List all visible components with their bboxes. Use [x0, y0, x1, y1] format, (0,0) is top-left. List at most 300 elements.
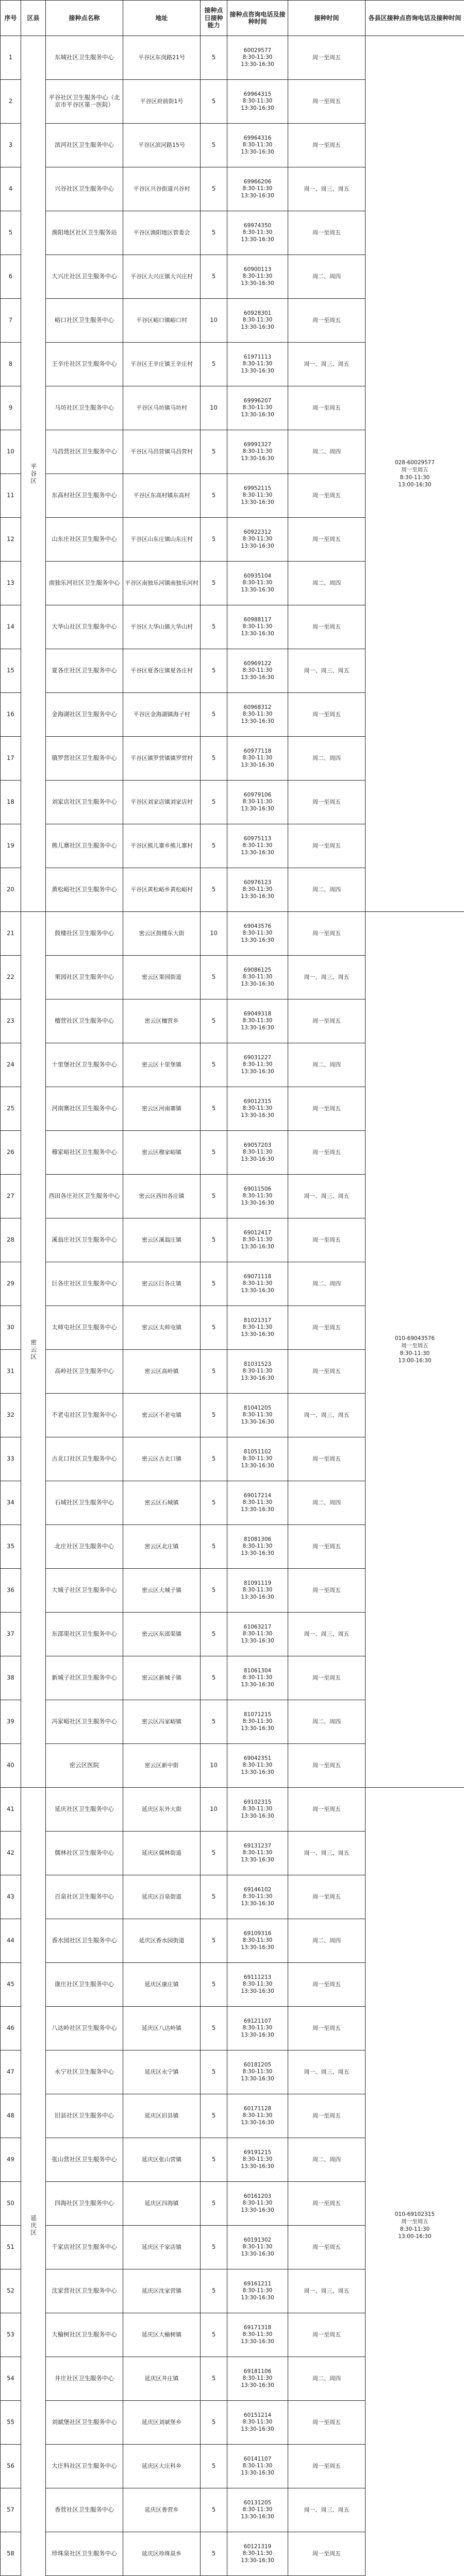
- row-index: 42: [1, 1832, 21, 1875]
- vaccination-time: 周一、周三、周五: [288, 956, 366, 999]
- daily-capacity: 5: [201, 693, 227, 737]
- row-index: 45: [1, 1963, 21, 2007]
- site-name: 金海湖社区卫生服务中心: [46, 693, 123, 737]
- vaccination-time: 周一至周五: [288, 2401, 366, 2445]
- site-phone: 69102315 8:30-11:30 13:30-16:30: [227, 1788, 288, 1832]
- daily-capacity: 5: [201, 1656, 227, 1700]
- vaccination-time: 周一至周五: [288, 1306, 366, 1350]
- site-name: 夏各庄社区卫生服务中心: [46, 649, 123, 693]
- site-phone: 60029577 8:30-11:30 13:30-16:30: [227, 36, 288, 80]
- row-index: 31: [1, 1350, 21, 1394]
- daily-capacity: 5: [201, 2313, 227, 2357]
- header-time: 接种时间: [288, 1, 366, 36]
- site-phone: 69964315 8:30-11:30 13:30-16:30: [227, 80, 288, 124]
- site-address: 延庆区永宁镇: [123, 2050, 201, 2094]
- site-name: 平谷社区卫生服务中心（北京市平谷区第一医院）: [46, 80, 123, 124]
- vaccination-time: 周一至周五: [288, 124, 366, 167]
- site-phone: 69131237 8:30-11:30 13:30-16:30: [227, 1832, 288, 1875]
- site-address: 延庆区百泉街道: [123, 1875, 201, 1919]
- site-address: 延庆区四海镇: [123, 2182, 201, 2226]
- site-address: 密云区檀营乡: [123, 999, 201, 1043]
- site-name: 东邵渠社区卫生服务中心: [46, 1613, 123, 1656]
- site-name: 果园社区卫生服务中心: [46, 956, 123, 999]
- site-address: 密云区冯家峪镇: [123, 1700, 201, 1744]
- site-address: 平谷区大兴庄镇大兴庄村: [123, 255, 201, 299]
- vaccination-time: 周一至周五: [288, 693, 366, 737]
- table-body: [1, 36, 464, 2576]
- site-address: 密云区不老屯镇: [123, 1394, 201, 1437]
- site-phone: 69049318 8:30-11:30 13:30-16:30: [227, 999, 288, 1043]
- site-address: 平谷区峪口镇峪口村: [123, 299, 201, 343]
- row-index: 21: [1, 912, 21, 956]
- daily-capacity: 10: [201, 1744, 227, 1788]
- site-address: 平谷区镇罗营镇镇罗营村: [123, 737, 201, 781]
- site-address: 延庆区井庄镇: [123, 2357, 201, 2401]
- site-name: 穆家峪社区卫生服务中心: [46, 1131, 123, 1175]
- row-index: 48: [1, 2094, 21, 2138]
- daily-capacity: 5: [201, 1394, 227, 1437]
- site-name: 刘斌堡社区卫生服务中心: [46, 2401, 123, 2445]
- row-index: 58: [1, 2532, 21, 2576]
- site-phone: 69012417 8:30-11:30 13:30-16:30: [227, 1218, 288, 1262]
- table-row: [1, 912, 464, 956]
- vaccination-time: 周二、周四: [288, 2138, 366, 2182]
- daily-capacity: 5: [201, 956, 227, 999]
- site-phone: 69109316 8:30-11:30 13:30-16:30: [227, 1919, 288, 1963]
- vaccination-time: 周一至周五: [288, 912, 366, 956]
- row-index: 15: [1, 649, 21, 693]
- site-phone: 69952115 8:30-11:30 13:30-16:30: [227, 474, 288, 518]
- district-hotline: 010-69102315 周一至周五 8:30-11:30 13:00-16:30: [366, 1788, 464, 2576]
- site-name: 河南寨社区卫生服务中心: [46, 1087, 123, 1131]
- header-index: 序号: [1, 1, 21, 36]
- site-phone: 69974350 8:30-11:30 13:30-16:30: [227, 211, 288, 255]
- vaccination-time: 周一至周五: [288, 386, 366, 430]
- site-phone: 81091119 8:30-11:30 13:30-16:30: [227, 1569, 288, 1613]
- daily-capacity: 5: [201, 255, 227, 299]
- site-address: 密云区北庄镇: [123, 1525, 201, 1569]
- site-phone: 60975113 8:30-11:30 13:30-16:30: [227, 824, 288, 868]
- vaccination-time: 周一、周三、周五: [288, 649, 366, 693]
- site-address: 密云区西田各庄镇: [123, 1175, 201, 1218]
- daily-capacity: 10: [201, 299, 227, 343]
- site-name: 溪翁庄社区卫生服务中心: [46, 1218, 123, 1262]
- vaccination-time: 周一至周五: [288, 36, 366, 80]
- site-address: 延庆区香水园街道: [123, 1919, 201, 1963]
- daily-capacity: 5: [201, 2138, 227, 2182]
- site-name: 熊儿寨社区卫生服务中心: [46, 824, 123, 868]
- row-index: 4: [1, 167, 21, 211]
- site-phone: 81051102 8:30-11:30 13:30-16:30: [227, 1437, 288, 1481]
- site-phone: 60969122 8:30-11:30 13:30-16:30: [227, 649, 288, 693]
- vaccination-time: 周一至周五: [288, 1875, 366, 1919]
- site-address: 平谷区兴谷街道兴谷村: [123, 167, 201, 211]
- site-name: 东高村社区卫生服务中心: [46, 474, 123, 518]
- daily-capacity: 5: [201, 824, 227, 868]
- daily-capacity: 5: [201, 2532, 227, 2576]
- daily-capacity: 5: [201, 2401, 227, 2445]
- daily-capacity: 5: [201, 343, 227, 386]
- site-address: 延庆区康庄镇: [123, 1963, 201, 2007]
- site-phone: 69011506 8:30-11:30 13:30-16:30: [227, 1175, 288, 1218]
- site-phone: 60191302 8:30-11:30 13:30-16:30: [227, 2226, 288, 2269]
- site-phone: 60968312 8:30-11:30 13:30-16:30: [227, 693, 288, 737]
- site-name: 四海社区卫生服务中心: [46, 2182, 123, 2226]
- daily-capacity: 5: [201, 2094, 227, 2138]
- site-phone: 69111213 8:30-11:30 13:30-16:30: [227, 1963, 288, 2007]
- row-index: 49: [1, 2138, 21, 2182]
- row-index: 18: [1, 781, 21, 824]
- vaccination-time: 周一至周五: [288, 1131, 366, 1175]
- vaccination-time: 周一至周五: [288, 2313, 366, 2357]
- daily-capacity: 5: [201, 2182, 227, 2226]
- daily-capacity: 5: [201, 2445, 227, 2488]
- site-address: 密云区河南寨镇: [123, 1087, 201, 1131]
- site-phone: 69964316 8:30-11:30 13:30-16:30: [227, 124, 288, 167]
- daily-capacity: 5: [201, 1437, 227, 1481]
- vaccination-time: 周二、周四: [288, 1043, 366, 1087]
- site-name: 新城子社区卫生服务中心: [46, 1656, 123, 1700]
- row-index: 26: [1, 1131, 21, 1175]
- header-phone: 接种点咨询电话及接种时间: [227, 1, 288, 36]
- daily-capacity: 5: [201, 1569, 227, 1613]
- daily-capacity: 5: [201, 868, 227, 912]
- vaccination-time: 周一至周五: [288, 211, 366, 255]
- vaccination-time: 周二、周四: [288, 2357, 366, 2401]
- daily-capacity: 5: [201, 80, 227, 124]
- site-address: 延庆区千家店镇: [123, 2226, 201, 2269]
- site-name: 黄松峪社区卫生服务中心: [46, 868, 123, 912]
- site-phone: 69017214 8:30-11:30 13:30-16:30: [227, 1481, 288, 1525]
- vaccination-time: 周一至周五: [288, 605, 366, 649]
- site-address: 延庆区东外大街: [123, 1788, 201, 1832]
- site-address: 延庆区大庄科乡: [123, 2445, 201, 2488]
- site-name: 大榆树社区卫生服务中心: [46, 2313, 123, 2357]
- vaccination-time: 周一至周五: [288, 474, 366, 518]
- district-cell: 平谷区: [21, 36, 46, 912]
- site-name: 鼓楼社区卫生服务中心: [46, 912, 123, 956]
- daily-capacity: 5: [201, 2357, 227, 2401]
- header-district: 区县: [21, 1, 46, 36]
- site-address: 延庆区儒林街道: [123, 1832, 201, 1875]
- row-index: 56: [1, 2445, 21, 2488]
- site-phone: 69071118 8:30-11:30 13:30-16:30: [227, 1262, 288, 1306]
- site-name: 千家店社区卫生服务中心: [46, 2226, 123, 2269]
- daily-capacity: 10: [201, 912, 227, 956]
- daily-capacity: 5: [201, 211, 227, 255]
- row-index: 28: [1, 1218, 21, 1262]
- site-phone: 81081306 8:30-11:30 13:30-16:30: [227, 1525, 288, 1569]
- site-name: 十里堡社区卫生服务中心: [46, 1043, 123, 1087]
- site-name: 大庄科社区卫生服务中心: [46, 2445, 123, 2488]
- daily-capacity: 10: [201, 386, 227, 430]
- site-address: 密云区鼓楼东大街: [123, 912, 201, 956]
- vaccination-time: 周一、周三、周五: [288, 1832, 366, 1875]
- daily-capacity: 5: [201, 518, 227, 562]
- vaccination-time: 周一至周五: [288, 781, 366, 824]
- site-phone: 60161203 8:30-11:30 13:30-16:30: [227, 2182, 288, 2226]
- site-name: 巨各庄社区卫生服务中心: [46, 1262, 123, 1306]
- site-phone: 69012315 8:30-11:30 13:30-16:30: [227, 1087, 288, 1131]
- row-index: 33: [1, 1437, 21, 1481]
- site-name: 山东庄社区卫生服务中心: [46, 518, 123, 562]
- site-phone: 60141107 8:30-11:30 13:30-16:30: [227, 2445, 288, 2488]
- vaccination-time: 周一、周三、周五: [288, 343, 366, 386]
- vaccination-time: 周二、周四: [288, 430, 366, 474]
- site-phone: 69042351 8:30-11:30 13:30-16:30: [227, 1744, 288, 1788]
- row-index: 36: [1, 1569, 21, 1613]
- site-name: 张山营社区卫生服务中心: [46, 2138, 123, 2182]
- site-name: 石城社区卫生服务中心: [46, 1481, 123, 1525]
- row-index: 13: [1, 562, 21, 605]
- daily-capacity: 5: [201, 1875, 227, 1919]
- site-name: 滨河社区卫生服务中心: [46, 124, 123, 167]
- site-phone: 69057203 8:30-11:30 13:30-16:30: [227, 1131, 288, 1175]
- site-name: 太师屯社区卫生服务中心: [46, 1306, 123, 1350]
- site-name: 王辛庄社区卫生服务中心: [46, 343, 123, 386]
- site-phone: 60151214 8:30-11:30 13:30-16:30: [227, 2401, 288, 2445]
- row-index: 17: [1, 737, 21, 781]
- site-phone: 81031523 8:30-11:30 13:30-16:30: [227, 1350, 288, 1394]
- site-address: 平谷区王辛庄镇王辛庄村: [123, 343, 201, 386]
- site-address: 平谷区山东庄镇山东庄村: [123, 518, 201, 562]
- site-phone: 60900113 8:30-11:30 13:30-16:30: [227, 255, 288, 299]
- daily-capacity: 5: [201, 1700, 227, 1744]
- daily-capacity: 5: [201, 1262, 227, 1306]
- row-index: 55: [1, 2401, 21, 2445]
- site-phone: 60988117 8:30-11:30 13:30-16:30: [227, 605, 288, 649]
- vaccination-time: 周二、周四: [288, 1481, 366, 1525]
- vaccination-time: 周一至周五: [288, 2532, 366, 2576]
- row-index: 24: [1, 1043, 21, 1087]
- row-index: 39: [1, 1700, 21, 1744]
- daily-capacity: 5: [201, 2488, 227, 2532]
- site-name: 冯家峪社区卫生服务中心: [46, 1700, 123, 1744]
- site-name: 大华山社区卫生服务中心: [46, 605, 123, 649]
- vaccination-time: 周二、周四: [288, 255, 366, 299]
- daily-capacity: 5: [201, 781, 227, 824]
- row-index: 30: [1, 1306, 21, 1350]
- vaccination-time: 周一至周五: [288, 1437, 366, 1481]
- vaccination-time: 周一、周三、周五: [288, 2488, 366, 2532]
- site-address: 延庆区旧县镇: [123, 2094, 201, 2138]
- row-index: 37: [1, 1613, 21, 1656]
- site-address: 平谷区金海湖镇海子村: [123, 693, 201, 737]
- vaccination-time: 周一至周五: [288, 824, 366, 868]
- daily-capacity: 5: [201, 562, 227, 605]
- site-address: 平谷区府前街1号: [123, 80, 201, 124]
- site-address: 密云区果园街道: [123, 956, 201, 999]
- vaccination-time: 周一至周五: [288, 1963, 366, 2007]
- site-address: 延庆区八达岭镇: [123, 2007, 201, 2050]
- daily-capacity: 5: [201, 1350, 227, 1394]
- site-phone: 69146102 8:30-11:30 13:30-16:30: [227, 1875, 288, 1919]
- site-address: 密云区高岭镇: [123, 1350, 201, 1394]
- row-index: 14: [1, 605, 21, 649]
- daily-capacity: 5: [201, 1175, 227, 1218]
- site-phone: 69043576 8:30-11:30 13:30-16:30: [227, 912, 288, 956]
- site-name: 渔阳地区社区卫生服务站: [46, 211, 123, 255]
- row-index: 10: [1, 430, 21, 474]
- site-address: 平谷区南独乐河镇南独乐河村: [123, 562, 201, 605]
- site-phone: 60976123 8:30-11:30 13:30-16:30: [227, 868, 288, 912]
- vaccination-time: 周一至周五: [288, 2445, 366, 2488]
- daily-capacity: 5: [201, 1218, 227, 1262]
- row-index: 52: [1, 2269, 21, 2313]
- site-address: 密云区古北口镇: [123, 1437, 201, 1481]
- row-index: 50: [1, 2182, 21, 2226]
- site-name: 古北口社区卫生服务中心: [46, 1437, 123, 1481]
- daily-capacity: 5: [201, 737, 227, 781]
- row-index: 53: [1, 2313, 21, 2357]
- row-index: 19: [1, 824, 21, 868]
- row-index: 27: [1, 1175, 21, 1218]
- daily-capacity: 5: [201, 1043, 227, 1087]
- vaccination-time: 周二、周四: [288, 1262, 366, 1306]
- vaccination-time: 周二、周四: [288, 1919, 366, 1963]
- site-name: 旧县社区卫生服务中心: [46, 2094, 123, 2138]
- row-index: 32: [1, 1394, 21, 1437]
- row-index: 41: [1, 1788, 21, 1832]
- row-index: 46: [1, 2007, 21, 2050]
- site-phone: 69181106 8:30-11:30 13:30-16:30: [227, 2357, 288, 2401]
- row-index: 2: [1, 80, 21, 124]
- vaccination-time: 周一至周五: [288, 2226, 366, 2269]
- site-name: 峪口社区卫生服务中心: [46, 299, 123, 343]
- vaccination-time: 周一至周五: [288, 1087, 366, 1131]
- row-index: 51: [1, 2226, 21, 2269]
- site-phone: 81071215 8:30-11:30 13:30-16:30: [227, 1700, 288, 1744]
- site-name: 百泉社区卫生服务中心: [46, 1875, 123, 1919]
- row-index: 8: [1, 343, 21, 386]
- daily-capacity: 5: [201, 999, 227, 1043]
- row-index: 38: [1, 1656, 21, 1700]
- row-index: 1: [1, 36, 21, 80]
- row-index: 16: [1, 693, 21, 737]
- site-address: 平谷区东高村镇东高村: [123, 474, 201, 518]
- site-phone: 60121319 8:30-11:30 13:30-16:30: [227, 2532, 288, 2576]
- site-phone: 69991327 8:30-11:30 13:30-16:30: [227, 430, 288, 474]
- row-index: 34: [1, 1481, 21, 1525]
- site-name: 不老屯社区卫生服务中心: [46, 1394, 123, 1437]
- site-address: 延庆区张山营镇: [123, 2138, 201, 2182]
- vaccination-time: 周一至周五: [288, 1525, 366, 1569]
- row-index: 20: [1, 868, 21, 912]
- site-address: 延庆区珍珠泉乡: [123, 2532, 201, 2576]
- site-name: 香营社区卫生服务中心: [46, 2488, 123, 2532]
- header-site: 接种点名称: [46, 1, 123, 36]
- site-phone: 60977118 8:30-11:30 13:30-16:30: [227, 737, 288, 781]
- daily-capacity: 10: [201, 1788, 227, 1832]
- site-name: 珍珠泉社区卫生服务中心: [46, 2532, 123, 2576]
- site-name: 延庆社区卫生服务中心: [46, 1788, 123, 1832]
- site-name: 大城子社区卫生服务中心: [46, 1569, 123, 1613]
- site-phone: 60171128 8:30-11:30 13:30-16:30: [227, 2094, 288, 2138]
- site-name: 大兴庄社区卫生服务中心: [46, 255, 123, 299]
- site-phone: 60979106 8:30-11:30 13:30-16:30: [227, 781, 288, 824]
- vaccination-time: 周一至周五: [288, 2094, 366, 2138]
- row-index: 23: [1, 999, 21, 1043]
- site-name: 西田各庄社区卫生服务中心: [46, 1175, 123, 1218]
- row-index: 11: [1, 474, 21, 518]
- district-hotline: 010-69043576 周一至周五 8:30-11:30 13:00-16:30: [366, 912, 464, 1788]
- site-phone: 81021317 8:30-11:30 13:30-16:30: [227, 1306, 288, 1350]
- daily-capacity: 5: [201, 430, 227, 474]
- vaccination-time: 周二、周四: [288, 562, 366, 605]
- daily-capacity: 5: [201, 36, 227, 80]
- daily-capacity: 5: [201, 1131, 227, 1175]
- site-name: 香水园社区卫生服务中心: [46, 1919, 123, 1963]
- site-name: 南独乐河社区卫生服务中心: [46, 562, 123, 605]
- site-address: 密云区石城镇: [123, 1481, 201, 1525]
- site-name: 儒林社区卫生服务中心: [46, 1832, 123, 1875]
- table-header-row: [1, 1, 464, 36]
- site-phone: 60935104 8:30-11:30 13:30-16:30: [227, 562, 288, 605]
- row-index: 57: [1, 2488, 21, 2532]
- vaccination-time: 周一至周五: [288, 1218, 366, 1262]
- site-name: 高岭社区卫生服务中心: [46, 1350, 123, 1394]
- site-name: 马坊社区卫生服务中心: [46, 386, 123, 430]
- table-row: [1, 36, 464, 80]
- site-address: 密云区新中街: [123, 1744, 201, 1788]
- site-name: 八达岭社区卫生服务中心: [46, 2007, 123, 2050]
- vaccination-time: 周一、周三、周五: [288, 1394, 366, 1437]
- site-address: 密云区巨各庄镇: [123, 1262, 201, 1306]
- vaccination-time: 周一至周五: [288, 1788, 366, 1832]
- row-index: 25: [1, 1087, 21, 1131]
- site-phone: 60922312 8:30-11:30 13:30-16:30: [227, 518, 288, 562]
- row-index: 7: [1, 299, 21, 343]
- vaccination-time: 周一至周五: [288, 2007, 366, 2050]
- daily-capacity: 5: [201, 1613, 227, 1656]
- site-address: 延庆区沈家营镇: [123, 2269, 201, 2313]
- site-address: 平谷区马坊镇马坊村: [123, 386, 201, 430]
- site-address: 平谷区东岗路21号: [123, 36, 201, 80]
- site-phone: 69966206 8:30-11:30 13:30-16:30: [227, 167, 288, 211]
- site-address: 密云区大城子镇: [123, 1569, 201, 1613]
- site-phone: 69161211 8:30-11:30 13:30-16:30: [227, 2269, 288, 2313]
- site-address: 平谷区刘家店镇刘家店村: [123, 781, 201, 824]
- site-name: 康庄社区卫生服务中心: [46, 1963, 123, 2007]
- row-index: 44: [1, 1919, 21, 1963]
- header-daily: 接种点日接种能力: [201, 1, 227, 36]
- site-name: 沈家营社区卫生服务中心: [46, 2269, 123, 2313]
- site-name: 马昌营社区卫生服务中心: [46, 430, 123, 474]
- header-address: 地址: [123, 1, 201, 36]
- vaccination-time: 周一至周五: [288, 1656, 366, 1700]
- site-phone: 81041205 8:30-11:30 13:30-16:30: [227, 1394, 288, 1437]
- row-index: 22: [1, 956, 21, 999]
- daily-capacity: 5: [201, 1832, 227, 1875]
- site-name: 镇罗营社区卫生服务中心: [46, 737, 123, 781]
- site-address: 平谷区大华山镇大华山村: [123, 605, 201, 649]
- site-address: 延庆区刘斌堡乡: [123, 2401, 201, 2445]
- site-phone: 60131205 8:30-11:30 13:30-16:30: [227, 2488, 288, 2532]
- site-name: 北庄社区卫生服务中心: [46, 1525, 123, 1569]
- daily-capacity: 5: [201, 649, 227, 693]
- site-address: 平谷区渔阳地区管委会: [123, 211, 201, 255]
- site-phone: 69996207 8:30-11:30 13:30-16:30: [227, 386, 288, 430]
- daily-capacity: 5: [201, 1963, 227, 2007]
- site-address: 平谷区滨河路15号: [123, 124, 201, 167]
- district-cell: 延庆区: [21, 1788, 46, 2576]
- daily-capacity: 5: [201, 2050, 227, 2094]
- row-index: 6: [1, 255, 21, 299]
- daily-capacity: 5: [201, 1087, 227, 1131]
- daily-capacity: 5: [201, 1481, 227, 1525]
- site-name: 兴谷社区卫生服务中心: [46, 167, 123, 211]
- site-phone: 69121107 8:30-11:30 13:30-16:30: [227, 2007, 288, 2050]
